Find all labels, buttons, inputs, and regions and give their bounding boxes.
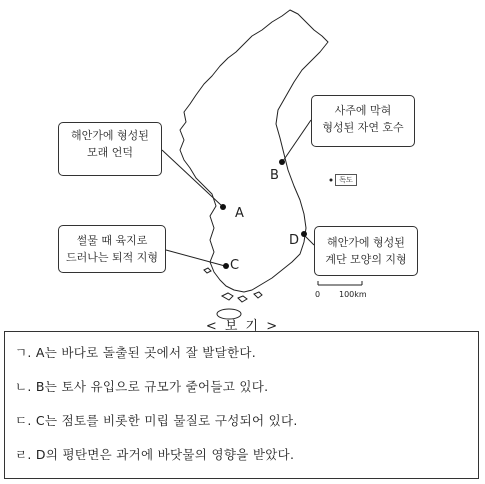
leader-C xyxy=(166,250,225,266)
island-4 xyxy=(204,268,211,273)
bogi-box xyxy=(4,331,479,479)
island-3 xyxy=(254,292,262,298)
island-2 xyxy=(238,296,247,302)
point-B-dot xyxy=(279,159,285,165)
callout-A xyxy=(58,122,162,176)
callout-A-line-1: 해안가에 형성된 xyxy=(71,129,149,142)
callout-C-line-2: 드러나는 퇴적 지형 xyxy=(65,251,158,264)
ulleung-island xyxy=(330,179,333,182)
bogi-option-2: ㄴ. B는 토사 유입으로 규모가 줄어들고 있다. xyxy=(15,379,269,394)
callout-C-line-1: 썰물 때 육지로 xyxy=(76,234,148,247)
island-1 xyxy=(222,293,233,300)
bogi-option-1: ㄱ. A는 바다로 돌출된 곳에서 잘 발달한다. xyxy=(15,345,257,360)
point-C-dot xyxy=(223,263,229,269)
point-label-C: C xyxy=(230,258,240,273)
callout-A-line-2: 모래 언덕 xyxy=(86,146,133,159)
scale-zero-label: 0 xyxy=(315,290,321,299)
point-label-A: A xyxy=(235,206,244,221)
inset-label: 독도 xyxy=(335,174,357,186)
peninsula-outline xyxy=(180,10,328,292)
callout-B xyxy=(311,95,415,147)
callout-D-line-2: 계단 모양의 지형 xyxy=(325,253,407,266)
point-label-D: D xyxy=(289,233,300,248)
leader-B xyxy=(283,120,311,161)
callout-B-line-1: 사주에 막혀 xyxy=(334,104,392,117)
callout-B-line-2: 형성된 자연 호수 xyxy=(322,121,404,134)
leader-A xyxy=(162,150,222,206)
point-A-dot xyxy=(220,204,226,210)
callout-D-line-1: 해안가에 형성된 xyxy=(327,236,405,249)
point-D-dot xyxy=(301,231,307,237)
bogi-option-3: ㄷ. C는 점토를 비롯한 미립 물질로 구성되어 있다. xyxy=(15,413,298,428)
callout-C xyxy=(58,225,166,273)
bogi-option-4: ㄹ. D의 평탄면은 과거에 바닷물의 영향을 받았다. xyxy=(15,447,295,462)
point-label-B: B xyxy=(270,168,279,183)
scale-max-label: 100km xyxy=(339,290,367,299)
bogi-title: < 보 기 > xyxy=(205,319,280,334)
callout-D xyxy=(314,226,418,276)
